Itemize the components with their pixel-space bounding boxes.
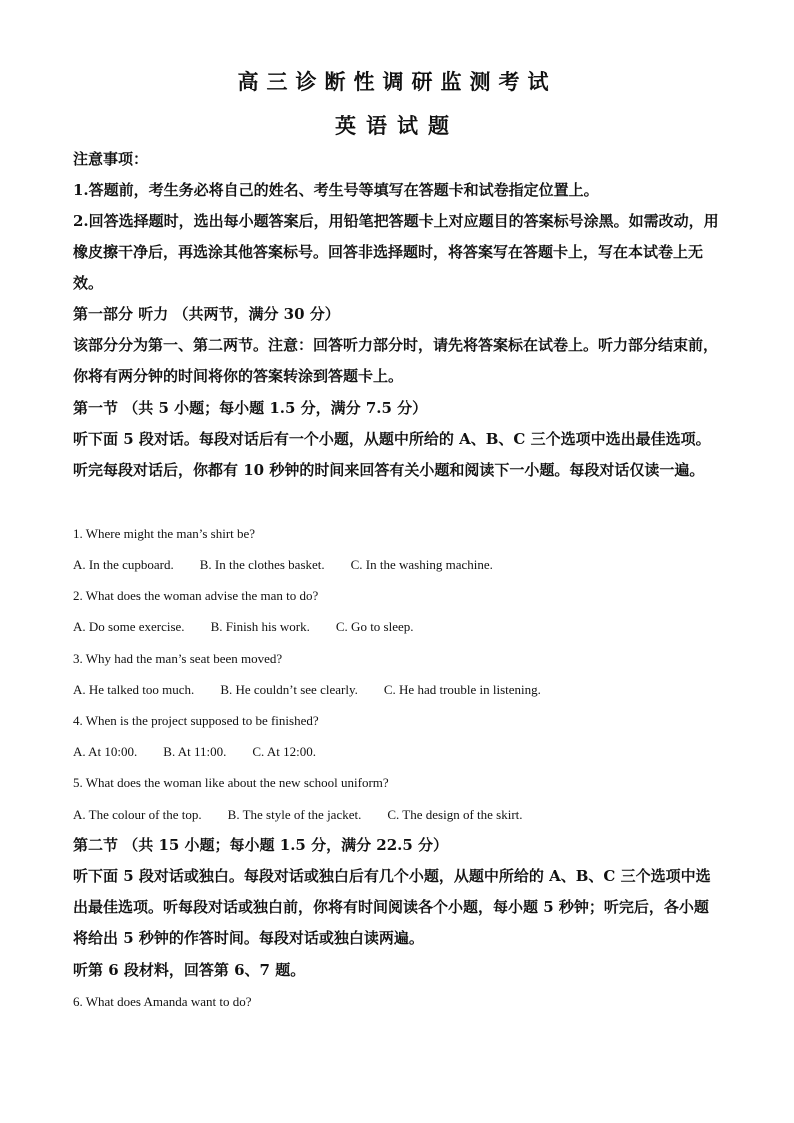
option-a: A. In the cupboard. <box>73 557 174 572</box>
question-1-options <box>73 555 493 575</box>
exam-title: 高三诊断性调研监测考试 <box>237 69 557 94</box>
option-c: C. Go to sleep. <box>335 619 414 634</box>
option-c: C. The design of the skirt. <box>387 807 523 822</box>
question-2-options <box>73 617 414 637</box>
option-b: B. At 11:00. <box>163 744 227 759</box>
question-6: 6. What does Amanda want to do? <box>73 994 252 1009</box>
question-3: 3. Why had the man’s seat been moved? <box>73 651 283 666</box>
material-6-heading: 听第 6 段材料，回答第 6、7 题。 <box>73 961 306 979</box>
section1-intro: 听下面 5 段对话。每段对话后有一个小题，从题中所给的 A、B、C 三个选项中选出最佳选项。听完每段对话后，你都有 10 秒钟的时间来回答有关小题和阅读下一小题。每段对话仅读一遍。 <box>73 430 711 479</box>
option-b: B. In the clothes basket. <box>199 557 325 572</box>
question-5: 5. What does the woman like about the new school uniform? <box>73 775 389 790</box>
part1-intro: 该部分分为第一、第二两节。注意：回答听力部分时，请先将答案标在试卷上。听力部分结束前，你将有两分钟的时间将你的答案转涂到答题卡上。 <box>73 336 719 385</box>
notice-heading: 注意事项： <box>73 150 149 168</box>
section1-heading: 第一节 （共 5 小题；每小题 1.5 分，满分 7.5 分） <box>73 399 428 417</box>
option-c: C. In the washing machine. <box>350 557 493 572</box>
option-a: A. At 10:00. <box>73 744 138 759</box>
question-4-options <box>73 742 316 762</box>
notice-item-1: 1.答题前，考生务必将自己的姓名、考生号等填写在答题卡和试卷指定位置上。 <box>73 181 599 199</box>
option-a: A. He talked too much. <box>73 682 195 697</box>
option-c: C. He had trouble in listening. <box>383 682 541 697</box>
option-a: A. The colour of the top. <box>73 807 202 822</box>
question-1: 1. Where might the man’s shirt be? <box>73 526 256 541</box>
question-3-options <box>73 680 541 700</box>
section2-heading: 第二节 （共 15 小题；每小题 1.5 分，满分 22.5 分） <box>73 836 449 854</box>
question-2: 2. What does the woman advise the man to do? <box>73 588 319 603</box>
option-c: C. At 12:00. <box>252 744 316 759</box>
option-b: B. Finish his work. <box>210 619 310 634</box>
question-5-options <box>73 805 523 825</box>
question-4: 4. When is the project supposed to be finished? <box>73 713 319 728</box>
section2-intro: 听下面 5 段对话或独白。每段对话或独白后有几个小题，从题中所给的 A、B、C 三个选项中选出最佳选项。听每段对话或独白前，你将有时间阅读各个小题，每小题 5 秒钟；听完后，各小题将给出 5 秒钟的作答时间。每段对话或独白读两遍。 <box>73 867 711 947</box>
exam-subtitle: 英语试题 <box>335 113 459 138</box>
notice-item-2: 2.回答选择题时，选出每小题答案后，用铅笔把答题卡上对应题目的答案标号涂黑。如需改动，用橡皮擦干净后，再选涂其他答案标号。回答非选择题时，将答案写在答题卡上，写在本试卷上无效。 <box>73 212 719 292</box>
option-a: A. Do some exercise. <box>73 619 185 634</box>
option-b: B. He couldn’t see clearly. <box>220 682 358 697</box>
part1-heading: 第一部分 听力 （共两节，满分 30 分） <box>73 305 340 323</box>
option-b: B. The style of the jacket. <box>227 807 362 822</box>
